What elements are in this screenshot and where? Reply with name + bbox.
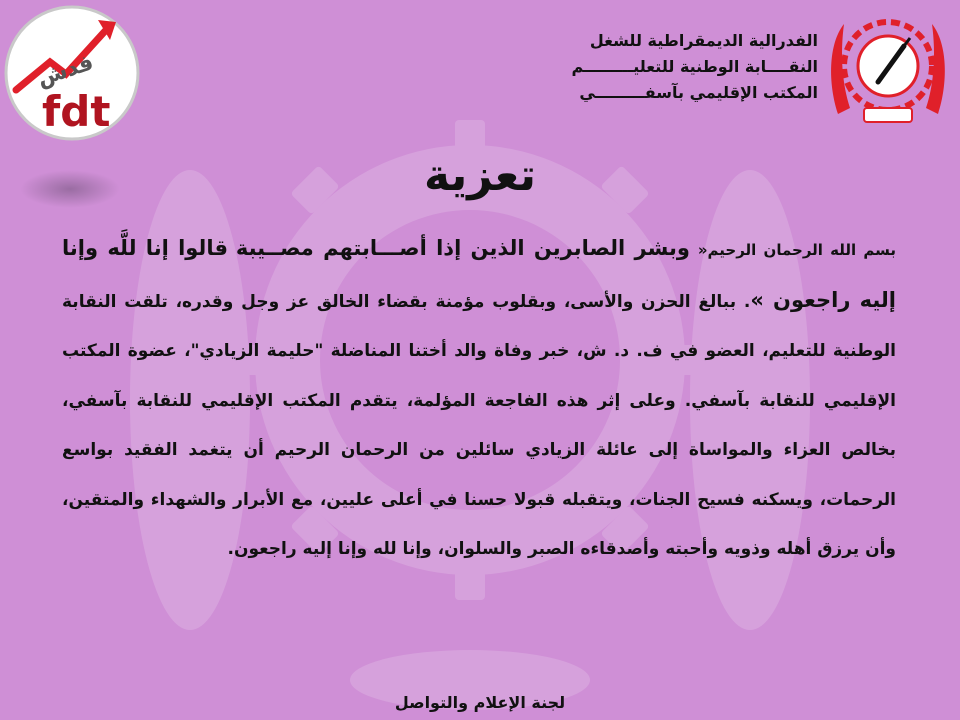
condolence-body bbox=[62, 224, 896, 575]
verse-part-1: وبشر الصابرين الذين إذا أصـــابتهم مصــيبة bbox=[235, 236, 690, 260]
organization-header bbox=[458, 28, 818, 106]
header-line-union: النقــــابة الوطنية للتعليـــــــــم bbox=[571, 57, 818, 76]
logo-shadow bbox=[20, 170, 120, 208]
basmala: بسم الله الرحمان الرحيم« bbox=[697, 241, 896, 259]
verse-part-2: قالوا إنا للَّه وإنا إليه راجعون » bbox=[62, 236, 896, 312]
condolence-text: . ببالغ الحزن والأسى، وبقلوب مؤمنة بقضاء الخالق عز وجل وقدره، تلقت النقابة الوطنية للتعليم، العضو في ف. د. ش، خبر وفاة والد أختنا المناضلة "حليمة الزيادي"، عضوة المكتب الإقليمي للنقابة بآسفي. وعلى إثر هذه الفاجعة المؤلمة، يتقدم المكتب الإقليمي للنقابة بآسفي، بخالص العزاء والمواساة إلى عائلة الزيادي سائلين من الرحمان الرحيم أن يتغمد الفقيد بواسع الرحمات، ويسكنه فسيح الجنات، ويتقبله قبولا حسنا في أعلى عليين، مع الأبرار والشهداء والمتقين، وأن يرزق أهله وذويه وأحبته وأصدقاءه الصبر والسلوان، وإنا لله وإنا إليه راجعون. bbox=[62, 291, 896, 559]
header-line-federation: الفدرالية الديمقراطية للشغل bbox=[589, 31, 818, 50]
fdt-logo bbox=[2, 2, 142, 144]
fdt-arabic-text: فدش bbox=[34, 50, 97, 92]
page-title: تعزية bbox=[424, 150, 536, 201]
header-line-office: المكتب الإقليمي بآسفـــــــــي bbox=[579, 83, 818, 102]
fdt-latin-text: fdt bbox=[42, 87, 111, 136]
footer-signature: لجنة الإعلام والتواصل bbox=[394, 693, 566, 712]
snt-emblem bbox=[820, 4, 956, 134]
